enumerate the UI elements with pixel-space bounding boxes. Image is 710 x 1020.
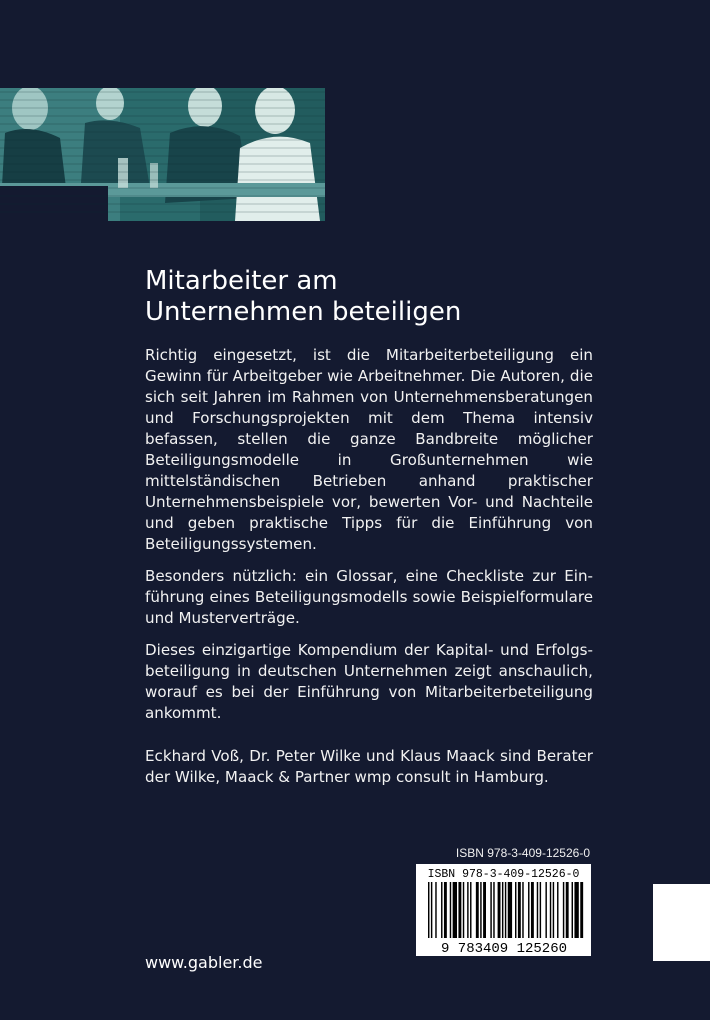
isbn-barcode	[416, 864, 591, 956]
blurb	[145, 345, 593, 799]
meeting-photo-illustration	[0, 88, 325, 221]
barcode-bar	[515, 882, 516, 938]
barcode-bar	[572, 882, 573, 938]
author-info: Eckhard Voß, Dr. Peter Wilke und Klaus Maack sind Berater der Wilke, Maack & Partner wmp consult in Hamburg.	[145, 747, 593, 786]
title-line-1: Mitarbeiter am	[145, 266, 338, 296]
barcode-bar	[557, 882, 558, 938]
barcode-bar	[493, 882, 494, 938]
barcode-bar	[453, 882, 457, 938]
publisher-website: www.gabler.de	[145, 953, 263, 972]
barcode-bar	[518, 882, 521, 938]
barcode-bar	[498, 882, 501, 938]
barcode-bar	[458, 882, 461, 938]
barcode-bar	[566, 882, 569, 938]
barcode-bar	[431, 882, 432, 938]
barcode-bar	[467, 882, 468, 938]
barcode-bar	[508, 882, 512, 938]
barcode-bar	[528, 882, 529, 938]
barcode-bar	[470, 882, 471, 938]
barcode-bar	[483, 882, 486, 938]
barcode-bar	[550, 882, 551, 938]
blurb-paragraph-1: Richtig eingesetzt, ist die Mitarbeiterbeteiligung ein Gewinn für Arbeitgeber wie Arbeitnehmer. Die Autoren, die sich seit Jahren im Rahmen von Unternehmensberatungen und Forschungsprojekten mit dem Thema intensiv befassen, stellen die ganze Bandbreite möglicher Beteiligungsmodelle in Großunternehmen wie mittelständischen Betrieben anhand praktischer Unternehmensbeispiele vor, bewerten Vor- und Nachteile und geben praktische Tipps für die Einführung von Beteiligungssystemen.	[145, 346, 593, 553]
barcode-bar	[553, 882, 554, 938]
barcode-top-text: ISBN 978-3-409-12526-0	[427, 868, 580, 881]
barcode-bars	[428, 882, 583, 938]
isbn-label: ISBN 978-3-409-12526-0	[455, 846, 590, 860]
barcode-bar	[435, 882, 436, 938]
cover-photo	[0, 88, 325, 221]
barcode-bar	[441, 882, 442, 938]
barcode-bar	[444, 882, 447, 938]
blurb-paragraph-3: Dieses einzigartige Kompendium der Kapital- und Erfolgsbeteiligung in deutschen Unternehmen zeigt anschaulich, worauf es bei der Einführung von Mitarbeiterbeteiligung ankommt.	[145, 641, 593, 722]
barcode-digits: 9 783409 125260	[440, 941, 568, 956]
barcode-bar	[476, 882, 479, 938]
barcode-bar	[522, 882, 523, 938]
barcode-bar	[545, 882, 546, 938]
book-title	[145, 266, 615, 328]
barcode-bar	[505, 882, 506, 938]
barcode-bar	[580, 882, 583, 938]
barcode-bar	[490, 882, 491, 938]
barcode-bar	[574, 882, 578, 938]
title-line-2: Unternehmen beteiligen	[145, 297, 462, 327]
barcode-bar	[502, 882, 503, 938]
price-sticker-area	[653, 884, 710, 961]
barcode-bar	[563, 882, 564, 938]
barcode-bar	[531, 882, 534, 938]
barcode-bar	[463, 882, 464, 938]
barcode-bar	[428, 882, 429, 938]
barcode-bar	[480, 882, 481, 938]
barcode-bar	[540, 882, 541, 938]
blurb-paragraph-2: Besonders nützlich: ein Glossar, eine Checkliste zur Einführung eines Beteiligungsmodells sowie Beispielformulare und Musterverträge.	[145, 567, 593, 627]
barcode-bar	[537, 882, 538, 938]
barcode-bar	[450, 882, 451, 938]
